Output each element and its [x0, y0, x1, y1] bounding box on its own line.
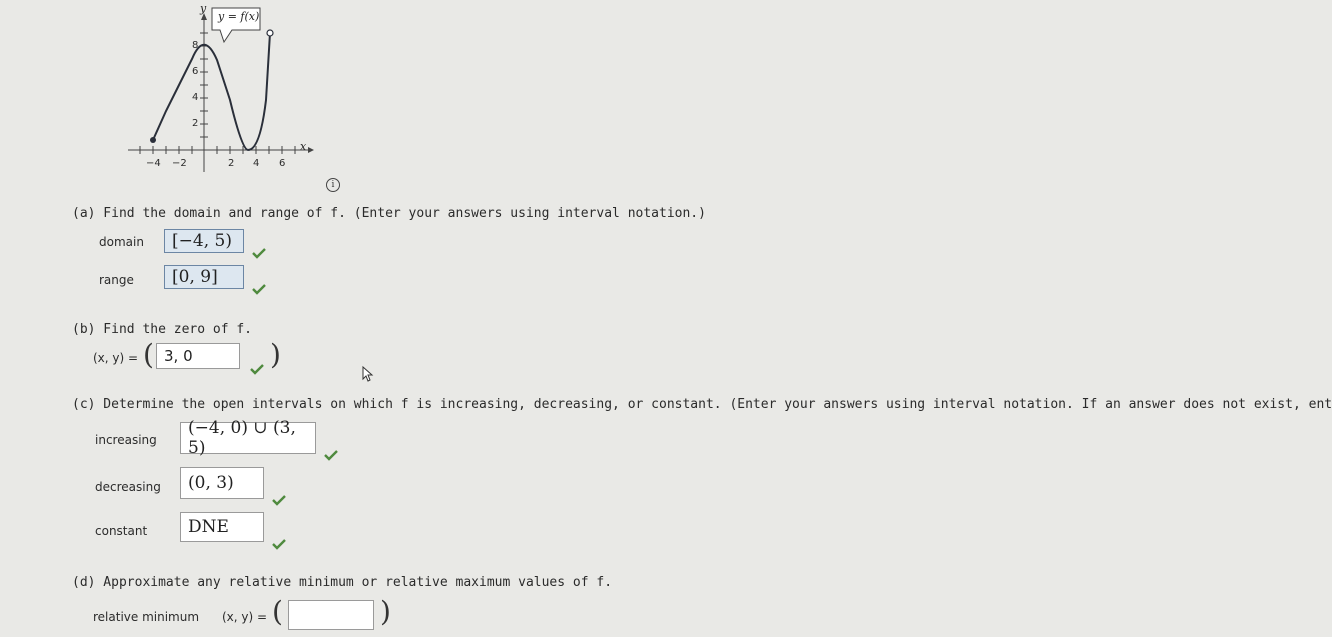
close-paren: ): [270, 338, 281, 371]
check-icon: [252, 248, 266, 258]
x-tick-label: 2: [228, 158, 235, 169]
y-tick-label: 4: [192, 92, 199, 103]
function-graph: [120, 0, 320, 180]
range-label: range: [99, 273, 134, 287]
info-icon[interactable]: i: [326, 178, 340, 192]
open-paren: (: [143, 338, 154, 371]
x-axis-arrow: [308, 147, 314, 153]
check-icon: [250, 364, 264, 374]
xy-label: (x, y) =: [93, 351, 139, 365]
part-c-prompt: (c) Determine the open intervals on which f is increasing, decreasing, or constant. (Enter your answers using interval notation. If an answer does not exist, ent: [72, 397, 1332, 412]
xy-label: (x, y) =: [222, 610, 268, 624]
x-tick-label: −2: [172, 158, 187, 169]
function-label: y = f(x): [218, 10, 260, 23]
x-tick-label: 4: [253, 158, 260, 169]
check-icon: [272, 539, 286, 549]
function-curve: [153, 33, 270, 150]
close-paren: ): [380, 595, 391, 628]
check-icon: [272, 495, 286, 505]
y-tick-label: 8: [192, 40, 199, 51]
range-answer-field[interactable]: [0, 9]: [164, 265, 244, 289]
part-b-prompt: (b) Find the zero of f.: [72, 322, 253, 337]
domain-label: domain: [99, 235, 144, 249]
y-tick-label: 6: [192, 66, 199, 77]
increasing-label: increasing: [95, 433, 157, 447]
y-axis-label: y: [200, 2, 207, 15]
increasing-answer-field[interactable]: (−4, 0) ∪ (3, 5): [180, 422, 316, 454]
x-axis-label: x: [300, 140, 307, 153]
decreasing-answer-field[interactable]: (0, 3): [180, 467, 264, 499]
relative-minimum-label: relative minimum: [93, 610, 200, 624]
mouse-cursor-icon: [362, 366, 374, 382]
y-tick-label: 2: [192, 118, 199, 129]
check-icon: [324, 450, 338, 460]
check-icon: [252, 284, 266, 294]
closed-endpoint: [150, 137, 156, 143]
open-paren: (: [272, 595, 283, 628]
x-tick-label: −4: [146, 158, 161, 169]
decreasing-label: decreasing: [95, 480, 161, 494]
open-endpoint: [267, 30, 273, 36]
constant-answer-field[interactable]: DNE: [180, 512, 264, 542]
domain-answer-field[interactable]: [−4, 5): [164, 229, 244, 253]
constant-label: constant: [95, 524, 148, 538]
graph-svg: [120, 0, 320, 180]
part-d-prompt: (d) Approximate any relative minimum or relative maximum values of f.: [72, 575, 613, 590]
part-a-prompt: (a) Find the domain and range of f. (Enter your answers using interval notation.): [72, 206, 706, 221]
relative-minimum-answer-field[interactable]: [288, 600, 374, 630]
zero-answer-field[interactable]: 3, 0: [156, 343, 240, 369]
x-tick-label: 6: [279, 158, 286, 169]
